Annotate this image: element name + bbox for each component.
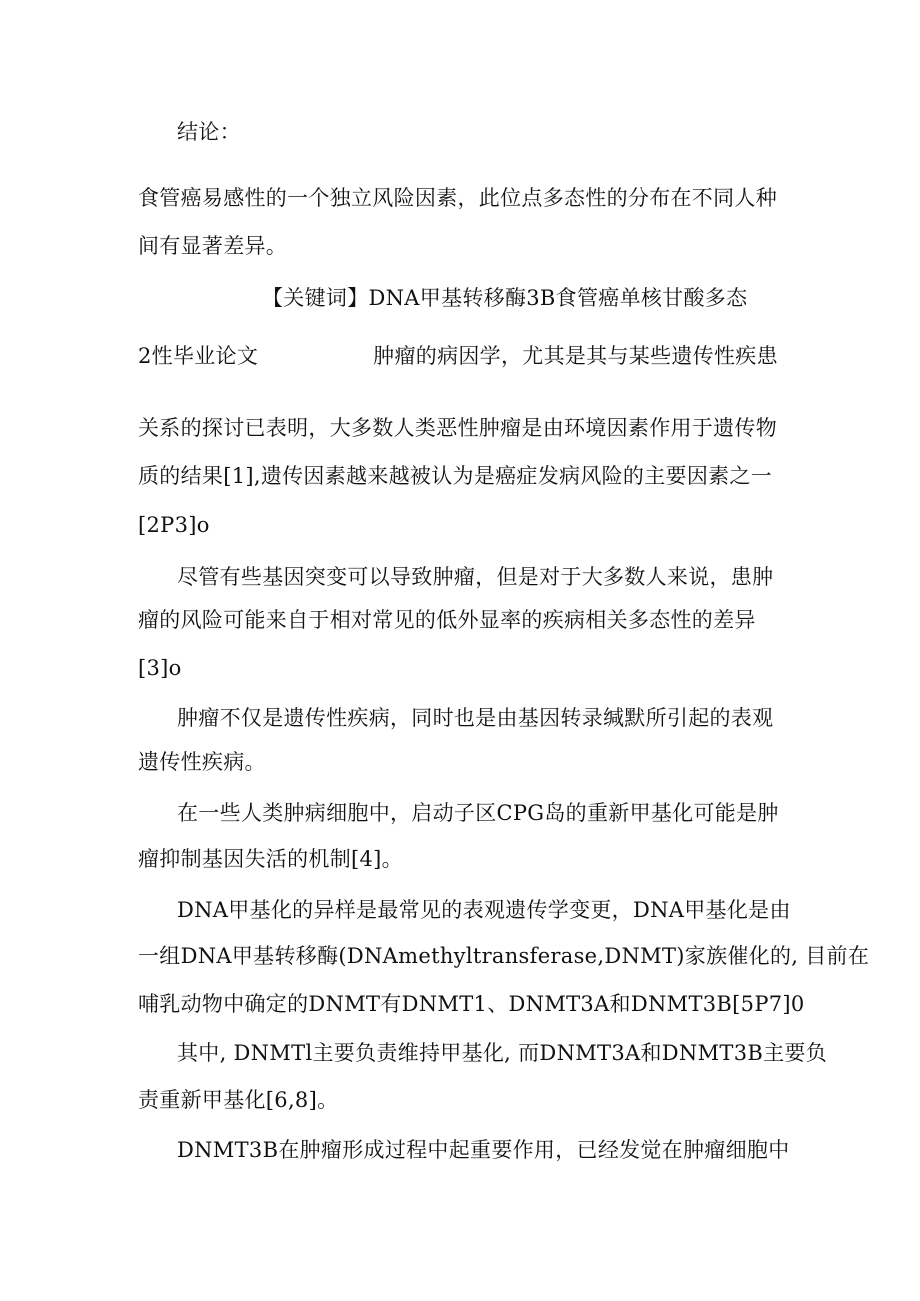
text-line: DNMT3B在肿瘤形成过程中起重要作用，已经发觉在肿瘤细胞中 (177, 1138, 790, 1162)
paper-label: 2性毕业论文 (138, 344, 259, 368)
text-line: 瘤抑制基因失活的机制[4]。 (138, 847, 403, 871)
text-line: 关系的探讨已表明，大多数人类恶性肿瘤是由环境因素作用于遗传物 (138, 416, 777, 440)
keywords-line: 【关键词】DNA甲基转移酶3B食管癌单核甘酸多态 (262, 286, 748, 310)
text-line: [2P3]o (138, 513, 210, 537)
text-line: 肿瘤不仅是遗传性疾病，同时也是由基因转录缄默所引起的表观 (177, 706, 774, 730)
text-line: 责重新甲基化[6,8]。 (138, 1088, 339, 1112)
text-line: 尽管有些基因突变可以导致肿瘤，但是对于大多数人来说，患肿 (177, 565, 774, 589)
text-line: 其中, DNMTl主要负责维持甲基化, 而DNMT3A和DNMT3B主要负 (177, 1041, 827, 1065)
text-line: 瘤的风险可能来自于相对常见的低外显率的疾病相关多态性的差异 (138, 608, 756, 632)
text-line: 食管癌易感性的一个独立风险因素，此位点多态性的分布在不同人种 (138, 186, 777, 210)
text-line: 遗传性疾病。 (138, 750, 266, 774)
text-line: 哺乳动物中确定的DNMT有DNMT1、DNMT3A和DNMT3B[5P7]0 (138, 992, 805, 1016)
text-line-with-label (138, 342, 778, 370)
text-line: 一组DNA甲基转移酶(DNAmethyltransferase,DNMT)家族催化的, 目前在 (138, 944, 870, 968)
text-line: DNA甲基化的异样是最常见的表观遗传学变更，DNA甲基化是由 (177, 898, 791, 922)
text-line: 质的结果[1],遗传因素越来越被认为是癌症发病风险的主要因素之一 (138, 464, 773, 488)
text-line: 间有显著差异。 (138, 234, 288, 258)
text-line: [3]o (138, 656, 182, 680)
conclusion-heading: 结论： (177, 120, 241, 144)
text-line: 在一些人类肿病细胞中，启动子区CPG岛的重新甲基化可能是肿 (177, 801, 779, 825)
text-segment: 肿瘤的病因学，尤其是其与某些遗传性疾患 (373, 344, 778, 368)
